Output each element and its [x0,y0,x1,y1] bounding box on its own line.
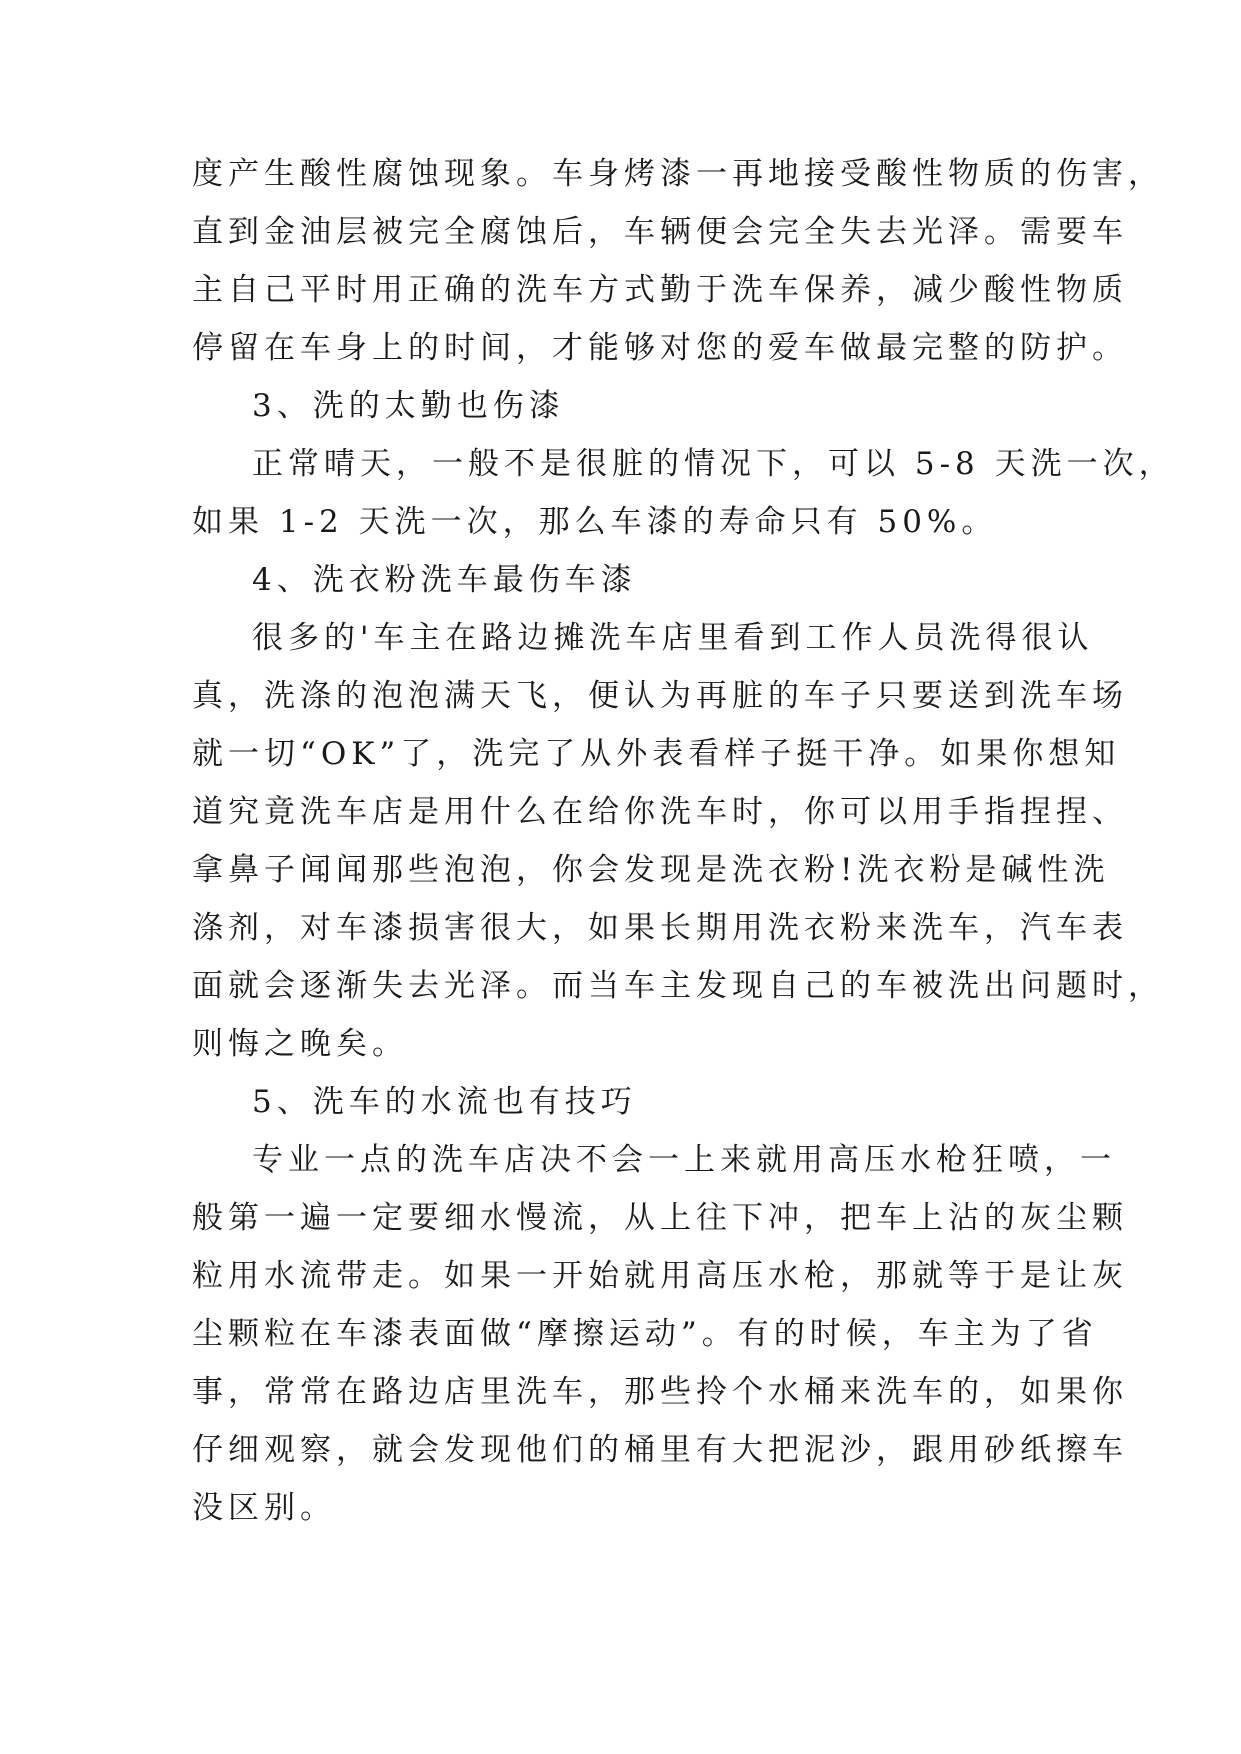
paragraph-line: 停留在车身上的时间，才能够对您的爱车做最完整的防护。 [192,330,1128,366]
paragraph-line: 仔细观察，就会发现他们的桶里有大把泥沙，跟用砂纸擦车 [192,1432,1128,1468]
paragraph-line: 粒用水流带走。如果一开始就用高压水枪，那就等于是让灰 [192,1258,1128,1294]
paragraph-line: 很多的'车主在路边摊洗车店里看到工作人员洗得很认 [252,620,1094,656]
paragraph-line: 主自己平时用正确的洗车方式勤于洗车保养，减少酸性物质 [192,272,1128,308]
paragraph-line: 面就会逐渐失去光泽。而当车主发现自己的车被洗出问题时， [192,968,1164,1004]
paragraph-line: 正常晴天，一般不是很脏的情况下，可以 5-8 天洗一次， [252,446,1175,482]
paragraph-line: 度产生酸性腐蚀现象。车身烤漆一再地接受酸性物质的伤害， [192,156,1164,192]
paragraph-line: 道究竟洗车店是用什么在给你洗车时，你可以用手指捏捏、 [192,794,1128,830]
paragraph-line: 事，常常在路边店里洗车，那些拎个水桶来洗车的，如果你 [192,1374,1128,1410]
paragraph-line: 则悔之晚矣。 [192,1026,408,1062]
paragraph-line: 尘颗粒在车漆表面做“摩擦运动”。有的时候，车主为了省 [192,1316,1098,1352]
paragraph-line: 专业一点的洗车店决不会一上来就用高压水枪狂喷，一 [252,1142,1116,1178]
paragraph-line: 拿鼻子闻闻那些泡泡，你会发现是洗衣粉!洗衣粉是碱性洗 [192,852,1110,888]
section-heading: 3、洗的太勤也伤漆 [252,388,565,424]
paragraph-line: 般第一遍一定要细水慢流，从上往下冲，把车上沾的灰尘颗 [192,1200,1128,1236]
section-heading: 5、洗车的水流也有技巧 [252,1084,637,1120]
section-heading: 4、洗衣粉洗车最伤车漆 [252,562,637,598]
paragraph-line: 就一切“OK”了，洗完了从外表看样子挺干净。如果你想知 [192,736,1121,772]
paragraph-line: 真，洗涤的泡泡满天飞，便认为再脏的车子只要送到洗车场 [192,678,1128,714]
paragraph-line: 涤剂，对车漆损害很大，如果长期用洗衣粉来洗车，汽车表 [192,910,1128,946]
paragraph-line: 如果 1-2 天洗一次，那么车漆的寿命只有 50%。 [192,504,998,540]
paragraph-line: 没区别。 [192,1490,336,1526]
paragraph-line: 直到金油层被完全腐蚀后，车辆便会完全失去光泽。需要车 [192,214,1128,250]
